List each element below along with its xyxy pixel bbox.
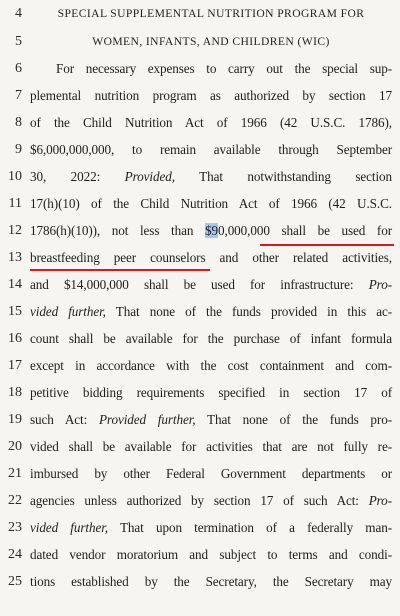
line-number: 11 (8, 196, 22, 211)
document-line (0, 111, 400, 135)
line-number: 24 (8, 547, 22, 562)
body-text: vided further, That none of the funds provided in this ac- (30, 304, 392, 319)
body-text: imbursed by other Federal Government departments or (30, 466, 392, 481)
body-text: dated vendor moratorium and subject to terms and condi- (30, 547, 392, 562)
line-number: 9 (15, 142, 22, 157)
section-heading-line-2: WOMEN, INFANTS, AND CHILDREN (WIC) (92, 35, 330, 48)
document-line (0, 138, 400, 162)
line-number: 14 (8, 277, 22, 292)
document-line (0, 192, 400, 216)
document-line (0, 30, 400, 54)
document-line (0, 2, 400, 26)
line-number: 12 (8, 223, 22, 238)
document-line (0, 543, 400, 567)
line-number: 6 (15, 61, 22, 76)
body-text: 1786(h)(10)), not less than $90,000,000 shall be used for (30, 223, 392, 238)
line-number: 16 (8, 331, 22, 346)
document-line (0, 84, 400, 108)
line-number: 25 (8, 574, 22, 589)
line-number: 4 (15, 6, 22, 21)
body-text: 17(h)(10) of the Child Nutrition Act of 1966 (42 U.S.C. (30, 196, 392, 211)
document-line (0, 516, 400, 540)
document-line (0, 354, 400, 378)
document-line (0, 435, 400, 459)
document-line (0, 489, 400, 513)
body-text: vided further, That upon termination of a federally man- (30, 520, 392, 535)
body-text: vided shall be available for activities that are not fully re- (30, 439, 392, 454)
line-number: 20 (8, 439, 22, 454)
body-text: such Act: Provided further, That none of the funds pro- (30, 412, 392, 427)
document-line (0, 219, 400, 243)
body-text: and $14,000,000 shall be used for infrastructure: Pro- (30, 277, 392, 292)
text-selection-highlight: $9 (205, 223, 218, 238)
line-number: 21 (8, 466, 22, 481)
document-line (0, 462, 400, 486)
section-heading-line-1: SPECIAL SUPPLEMENTAL NUTRITION PROGRAM FOR (57, 7, 365, 20)
body-text: except in accordance with the cost containment and com- (30, 358, 392, 373)
line-number: 19 (8, 412, 22, 427)
body-text: count shall be available for the purchase of infant formula (30, 331, 392, 346)
document-line (0, 273, 400, 297)
document-line (0, 570, 400, 594)
body-text: plemental nutrition program as authorized by section 17 (30, 88, 392, 103)
body-text: tions established by the Secretary, the Secretary may (30, 574, 392, 589)
line-number: 5 (15, 34, 22, 49)
document-line (0, 165, 400, 189)
document-line (0, 381, 400, 405)
line-number: 22 (8, 493, 22, 508)
line-number: 15 (8, 304, 22, 319)
line-number: 23 (8, 520, 22, 535)
document-line (0, 408, 400, 432)
line-number: 8 (15, 115, 22, 130)
red-underline (30, 269, 210, 271)
body-text: agencies unless authorized by section 17 of such Act: Pro- (30, 493, 392, 508)
body-text: petitive bidding requirements specified in section 17 of (30, 385, 392, 400)
document-line (0, 57, 400, 81)
line-number: 7 (15, 88, 22, 103)
line-number: 18 (8, 385, 22, 400)
line-number: 10 (8, 169, 22, 184)
body-text: of the Child Nutrition Act of 1966 (42 U.S.C. 1786), (30, 115, 392, 130)
body-text: For necessary expenses to carry out the special sup- (56, 61, 392, 76)
document-line (0, 300, 400, 324)
body-text: breastfeeding peer counselors and other related activities, (30, 250, 392, 265)
body-text: $6,000,000,000, to remain available through September (30, 142, 392, 157)
line-number: 17 (8, 358, 22, 373)
document-line (0, 327, 400, 351)
body-text: 30, 2022: Provided, That notwithstanding section (30, 169, 392, 184)
line-number: 13 (8, 250, 22, 265)
document-line (0, 246, 400, 270)
